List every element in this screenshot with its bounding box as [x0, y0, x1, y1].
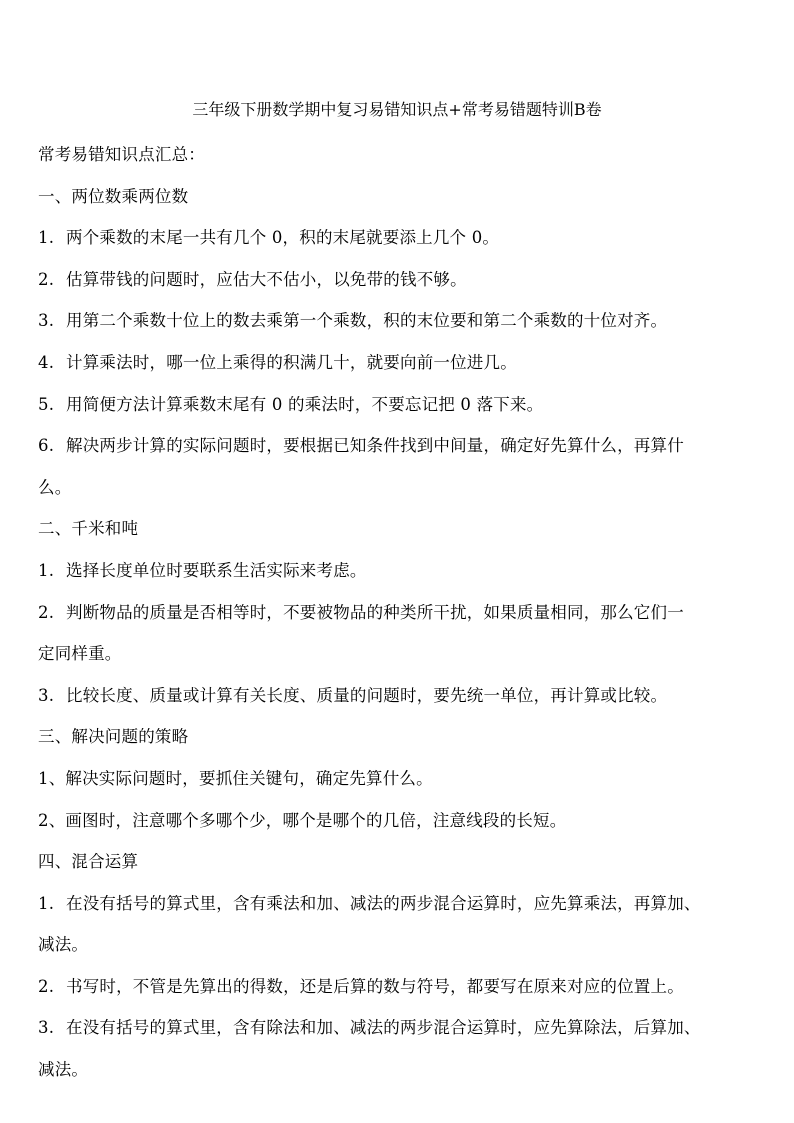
item-text: 用简便方法计算乘数末尾有 0 的乘法时，不要忘记把 0 落下来。 — [66, 394, 544, 414]
item-continuation: 么。 — [38, 477, 72, 497]
list-item — [38, 217, 760, 259]
item-number: 3. — [38, 685, 55, 705]
item-number: 2. — [38, 602, 55, 622]
item-continuation: 减法。 — [38, 935, 89, 955]
item-text: 用第二个乘数十位上的数去乘第一个乘数，积的末位要和第二个乘数的十位对齐。 — [66, 311, 668, 331]
section-heading: 三、解决问题的策略 — [38, 727, 189, 747]
item-number: 1. — [38, 228, 55, 248]
section-heading: 二、千米和吨 — [38, 519, 139, 539]
list-item — [38, 425, 760, 467]
item-text: 估算带钱的问题时，应估大不估小，以免带的钱不够。 — [66, 269, 467, 289]
item-text: 书写时，不管是先算出的得数，还是后算的数与符号，都要写在原来对应的位置上。 — [66, 976, 684, 996]
list-item — [38, 384, 760, 426]
item-text: 比较长度、质量或计算有关长度、质量的问题时，要先统一单位，再计算或比较。 — [66, 685, 668, 705]
list-item — [38, 883, 760, 925]
item-text: 在没有括号的算式里，含有乘法和加、减法的两步混合运算时，应先算乘法，再算加、 — [66, 893, 701, 913]
item-continuation: 减法。 — [38, 1060, 89, 1080]
item-number: 1. — [38, 560, 55, 580]
section-heading: 四、混合运算 — [38, 852, 139, 872]
section-heading: 一、两位数乘两位数 — [38, 186, 189, 206]
item-number: 2、 — [38, 810, 66, 830]
item-number: 1、 — [38, 768, 66, 788]
document-content — [38, 134, 760, 1091]
item-number: 4. — [38, 352, 55, 372]
list-item — [38, 259, 760, 301]
item-text: 两个乘数的末尾一共有几个 0，积的末尾就要添上几个 0。 — [66, 228, 500, 248]
item-continuation: 定同样重。 — [38, 644, 122, 664]
item-text: 在没有括号的算式里，含有除法和加、减法的两步混合运算时，应先算除法，后算加、 — [66, 1018, 701, 1038]
item-number: 6. — [38, 436, 55, 456]
list-item — [38, 1007, 760, 1049]
list-item — [38, 675, 760, 717]
item-text: 判断物品的质量是否相等时，不要被物品的种类所干扰，如果质量相同，那么它们一 — [66, 602, 684, 622]
intro-heading: 常考易错知识点汇总： — [38, 145, 205, 164]
item-number: 3. — [38, 311, 55, 331]
list-item — [38, 758, 760, 800]
list-item — [38, 300, 760, 342]
item-text: 解决实际问题时，要抓住关键句，确定先算什么。 — [65, 768, 433, 788]
item-number: 1. — [38, 893, 55, 913]
list-item — [38, 342, 760, 384]
item-number: 2. — [38, 269, 55, 289]
item-text: 画图时，注意哪个多哪个少，哪个是哪个的几倍，注意线段的长短。 — [65, 810, 567, 830]
item-text: 选择长度单位时要联系生活实际来考虑。 — [66, 560, 367, 580]
item-text: 计算乘法时，哪一位上乘得的积满几十，就要向前一位进几。 — [66, 352, 517, 372]
document-title: 三年级下册数学期中复习易错知识点+常考易错题特训B卷 — [192, 100, 602, 119]
list-item — [38, 800, 760, 842]
list-item — [38, 550, 760, 592]
item-number: 2. — [38, 976, 55, 996]
list-item — [38, 966, 760, 1008]
list-item — [38, 592, 760, 634]
item-number: 3. — [38, 1018, 55, 1038]
item-text: 解决两步计算的实际问题时，要根据已知条件找到中间量，确定好先算什么，再算什 — [66, 436, 684, 456]
item-number: 5. — [38, 394, 55, 414]
